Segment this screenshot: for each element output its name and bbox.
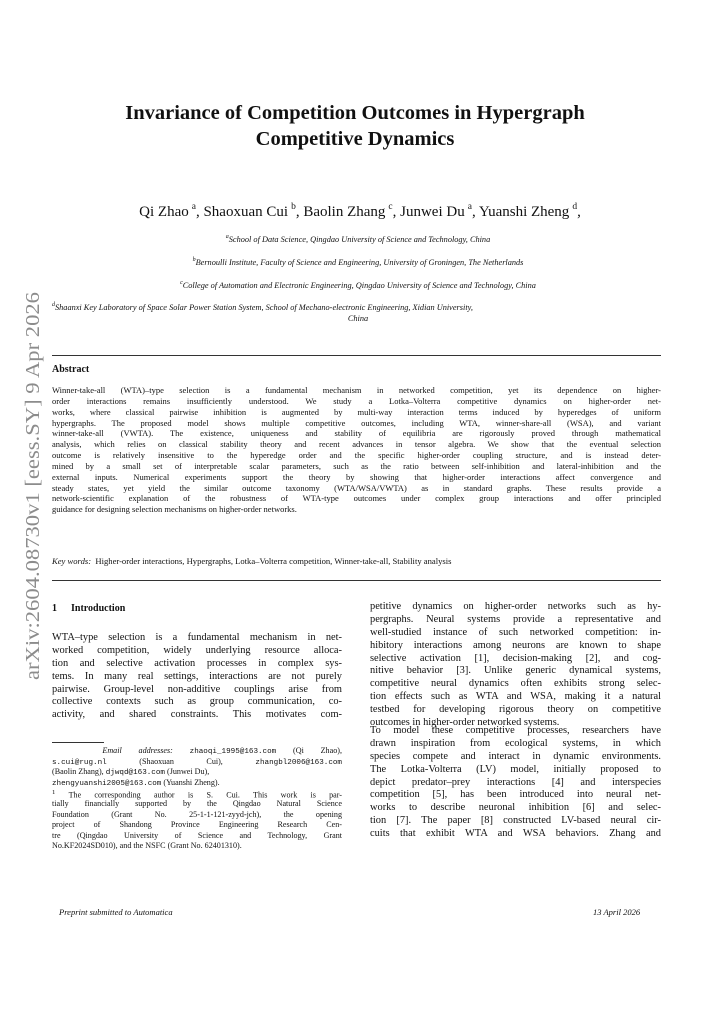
abstract-line: network-scientific explanation of the robustness of WTA-type outcomes under complex group interactions and offer principled [52, 493, 661, 504]
footnote-text: The corresponding author is S. Cui. This work is par- [68, 791, 342, 801]
body-line: works to describe neuronal inhibition [6] and selec- [370, 802, 661, 814]
footnote-line: tially financially supported by the Qingdao Natural Science [52, 798, 342, 808]
email-address: djwqd@163.com [105, 769, 165, 778]
body-line: species compete and interact in dynamic environments. [370, 750, 661, 762]
email-owner: (Baolin Zhang), [52, 767, 104, 777]
abstract-line: hypergraphs. The proposed model shows multiple competitive outcomes, including WTA, winner-share-all (WSA), and variant [52, 417, 661, 428]
footer-preprint-note: Preprint submitted to Automatica [59, 907, 173, 917]
intro-right-column-p2 [370, 725, 661, 841]
arxiv-stamp-text: arXiv:2604.08730v1 [eess.SY] 9 Apr 2026 [22, 336, 44, 680]
email-address: zhengyuanshi2005@163.com [52, 779, 162, 788]
affiliation-mark: b [192, 256, 196, 263]
arxiv-side-stamp [11, 290, 51, 680]
footnote-line: project of Shandong Province Engineering Research Cen- [52, 820, 342, 830]
intro-right-column-p1 [370, 601, 661, 730]
affiliation-text: Bernoulli Institute, Faculty of Science and Engineering, University of Groningen, The Netherlands [195, 257, 524, 267]
author-affil-mark: c [388, 202, 393, 212]
section-number: 1 [52, 603, 57, 614]
arxiv-stamp-svg [11, 290, 51, 680]
body-line: tion and selective activation processes in complex sys- [52, 657, 342, 669]
body-line: petitive dynamics on higher-order networks such as hy- [370, 601, 661, 612]
section-heading [52, 603, 125, 614]
body-line: competition [5], has been introduced into neural net- [370, 789, 661, 801]
author-list [60, 197, 660, 223]
abstract-body [52, 385, 661, 515]
footnote-mark: 1 [52, 789, 56, 797]
footnote-line: No.KF2024SD010), and the NSFC (Grant No. 62401310). [52, 841, 242, 851]
affiliation-mark: c [180, 279, 183, 286]
affiliation-text: School of Data Science, Qingdao University of Science and Technology, China [228, 234, 491, 244]
section-title: Introduction [71, 603, 126, 614]
affiliation-text: Shaanxi Key Laboratory of Space Solar Power Station System, School of Mechano-electronic Engineering, Xidian University, [55, 303, 473, 313]
body-line: pergraphs. Neural systems provide a representative and [370, 613, 661, 625]
author-separator: , [577, 204, 581, 220]
affiliation [52, 278, 664, 291]
abstract-heading: Abstract [52, 364, 90, 375]
affiliation-text: College of Automation and Electronic Engineering, Qingdao University of Science and Technology, China [182, 280, 536, 290]
author-affil-mark: a [467, 202, 472, 212]
email-label: Email addresses: [102, 746, 173, 755]
footnote-line [52, 757, 342, 768]
affiliation [52, 255, 664, 268]
email-address: zhaoqi_1995@163.com [189, 748, 277, 756]
email-owner: (Yuanshi Zheng). [163, 777, 220, 787]
abstract-bottom-rule [52, 580, 661, 581]
footnote-line: tre (Qingdao University of Science and Technology, Grant [52, 830, 342, 840]
author-name: Shaoxuan Cui [203, 204, 289, 220]
body-line: outcomes in higher-order networked systems. [370, 717, 560, 729]
affiliation-mark: d [52, 302, 55, 309]
footnote-line [52, 746, 342, 757]
body-line: well-studied instance of such networked competition: in- [370, 626, 661, 638]
author-name: Yuanshi Zheng [478, 204, 570, 220]
abstract-line: external inputs. Numerical experiments support the theory by showing that higher-order interactions affect convergence and [52, 471, 661, 482]
footer-date: 13 April 2026 [593, 907, 641, 917]
body-line: selective activation [1], decision-making [2], and cog- [370, 652, 661, 664]
email-address: zhangbl2006@163.com [255, 758, 342, 767]
body-line: To model these competitive processes, researchers have [370, 725, 661, 736]
abstract-line: mined by a small set of interpretable scalar parameters, such as the ratio between self-inhibition and lateral-inhibition and the [52, 460, 661, 471]
abstract-line: Winner-take-all (WTA)–type selection is a fundamental mechanism in networked competition, yet its dependence on higher- [52, 385, 661, 395]
body-line: nitive behavior [3]. Unlike generic dynamical systems, [370, 665, 661, 677]
body-line: drawn inspiration from ecological systems, in which [370, 737, 661, 749]
author-separator: , [392, 204, 401, 220]
author-affil-mark: a [191, 202, 196, 212]
abstract-line: works, where classical pairwise inhibition is augmented by multi-way interaction terms induced by hyperedges of uniform [52, 406, 661, 417]
email-owner: (Junwei Du), [167, 767, 210, 777]
body-line: hibitory interactions among neurons are known to shape [370, 639, 661, 651]
email-owner: (Qi Zhao), [293, 746, 342, 755]
affiliation-list [52, 232, 664, 334]
body-line: activity, and shared constraints. This motivates com- [52, 709, 342, 721]
email-address: s.cui@rug.nl [52, 758, 107, 767]
footnote-line [52, 767, 342, 778]
author-separator: , [295, 204, 304, 220]
abstract-top-rule [52, 355, 661, 356]
body-line: WTA–type selection is a fundamental mechanism in net- [52, 632, 342, 643]
affiliation [52, 300, 664, 324]
author-name: Junwei Du [400, 204, 465, 220]
body-line: tion effects such as WTA and WSA, making it a natural [370, 691, 661, 703]
body-line: tion [7]. The paper [8] constructed LV-based neural cir- [370, 815, 661, 827]
body-line: pairwise. Group-level non-additive couplings arise from [52, 683, 342, 695]
abstract-line: steady states, yet yield the similar outcome taxonomy (WTA/WSA/VWTA) as in standard graphs. These results provide a [52, 482, 661, 493]
footnote-rule [52, 742, 104, 743]
affiliation-mark: a [225, 234, 229, 240]
body-line: depict predator–prey interactions [4] and interspecies [370, 776, 661, 788]
keywords-label: Key words: [52, 556, 92, 566]
author-separator: , [195, 204, 204, 220]
author-affil-mark: b [291, 202, 296, 212]
keywords [52, 556, 451, 566]
abstract-line: winner-take-all (VWTA). The existence, uniqueness and stability of equilibria are rigorously proved through mathematical [52, 428, 661, 439]
affiliation-line [52, 300, 664, 313]
author-affil-mark: d [572, 202, 578, 212]
paper-title [60, 100, 650, 152]
abstract-line: guidance for designing selection mechanisms on higher-order networks. [52, 504, 297, 515]
author-name: Qi Zhao [139, 204, 189, 220]
abstract-line: outcome is relatively insensitive to the hyperedge order and the specific higher-order coupling structure, and is instead deter- [52, 450, 661, 461]
author-name: Baolin Zhang [303, 204, 386, 220]
affiliation-line: China [347, 314, 369, 324]
affiliation [52, 232, 664, 245]
body-line: cuits that exhibit WTA and WSA behaviors. Zhang and [370, 828, 661, 840]
body-line: The Lotka-Volterra (LV) model, initially proposed to [370, 763, 661, 775]
keywords-text: Higher-order interactions, Hypergraphs, Lotka–Volterra competition, Winner-take-all, Stability analysis [95, 556, 452, 566]
title-line-2: Competitive Dynamics [255, 128, 455, 150]
email-owner: (Shaoxuan Cui), [139, 756, 223, 766]
abstract-line: analysis, which relies on classical stability theory and recent advances in tensor algebra. We show that the eventual selection [52, 439, 661, 450]
footnote-line: Foundation (Grant No. 25-1-1-121-zyyd-jch), the opening [52, 809, 342, 819]
title-line-1: Invariance of Competition Outcomes in Hypergraph [125, 102, 585, 124]
body-line: collective contexts such as group communication, co- [52, 696, 342, 708]
author-separator: , [471, 204, 479, 220]
body-line: competitive neural dynamics often exhibits strong selec- [370, 678, 661, 690]
footnote-line [52, 788, 342, 799]
footnote-line [52, 778, 342, 789]
footnotes [52, 746, 342, 852]
abstract-line: order interactions remains insufficiently understood. We study a Lotka–Volterra competitive dynamics on higher-order net- [52, 395, 661, 406]
body-line: testbed for developing rigorous theory on competitive [370, 704, 661, 716]
body-line: tems. In many real settings, interactions are not purely [52, 670, 342, 682]
body-line: worked competition, widely underlying resource alloca- [52, 644, 342, 656]
intro-left-column [52, 632, 342, 722]
